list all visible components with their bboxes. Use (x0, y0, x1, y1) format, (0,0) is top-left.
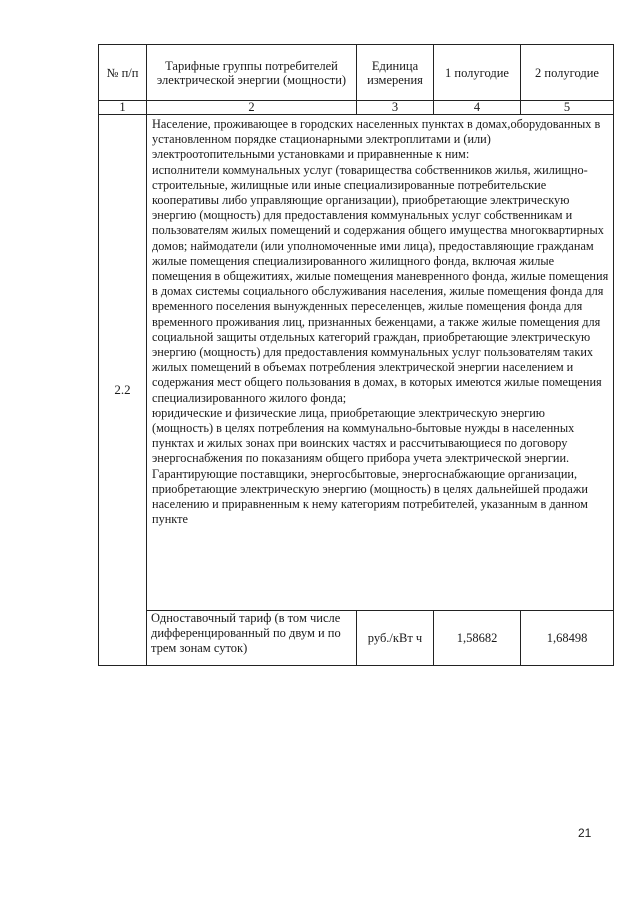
column-number-row (99, 101, 614, 115)
consumer-description (147, 115, 614, 611)
tariff-h1-value: 1,58682 (434, 611, 521, 666)
column-number: 1 (99, 101, 147, 115)
header-col-num: № п/п (99, 45, 147, 101)
description-paragraph: Гарантирующие поставщики, энергосбытовые, энергоснабжающие организации, приобретающие электрическую энергию (мощность) в целях дальнейшей продажи населению и приравненным к нему категориям потребителей, указанным в данном пункте (152, 466, 588, 527)
column-number: 3 (357, 101, 434, 115)
description-paragraph: Население, проживающее в городских населенных пунктах в домах,оборудованных в установленном порядке стационарными электроплитами и (или) электроотопительными установками и приравненные к ним: (152, 117, 601, 162)
tariff-name: Одноставочный тариф (в том числе дифференцированный по двум и по трем зонам суток) (147, 611, 357, 666)
column-number: 4 (434, 101, 521, 115)
header-col-h2: 2 полугодие (521, 45, 614, 101)
header-col-groups: Тарифные группы потребителей электрической энергии (мощности) (147, 45, 357, 101)
tariff-h2-value: 1,68498 (521, 611, 614, 666)
column-number: 5 (521, 101, 614, 115)
column-number: 2 (147, 101, 357, 115)
header-col-unit: Единица измерения (357, 45, 434, 101)
header-row (99, 45, 614, 101)
tariff-row (99, 611, 614, 666)
header-col-h1: 1 полугодие (434, 45, 521, 101)
tariff-table (98, 44, 614, 666)
page-number: 21 (578, 826, 592, 840)
description-paragraph: исполнители коммунальных услуг (товарищества собственников жилья, жилищно-строительные, жилищные или иные специализированные потребительские кооперативы либо управляющие организации), приобретающие электрическую энергию (мощность) для предоставления коммунальных услуг собственникам и пользователям жилых помещений и содержания общего имущества многоквартирных домов; наймодатели (или уполномоченные ими лица), предоставляющие гражданам жилые помещения специализированного жилищного фонда, включая жилые помещения в общежитиях, жилые помещения маневренного фонда, жилые помещения в домах системы социального обслуживания населения, жилые помещения фонда для временного поселения вынужденных переселенцев, жилые помещения фонда для временного проживания лиц, признанных беженцами, а также жилые помещения для социальной защиты отдельных категорий граждан, приобретающие электрическую энергию (мощность) для предоставления коммунальных услуг пользователям таких жилых помещений в объемах потребления электрической энергии населением и содержания мест общего пользования в домах, в которых имеются жилые помещения специализированного жилого фонда; (152, 162, 609, 405)
description-paragraph: юридические и физические лица, приобретающие электрическую энергию (мощность) в целях потребления на коммунально-бытовые нужды в населенных пунктах и жилых зонах при воинских частях и рассчитывающиеся по договору энергоснабжения по показаниям общего прибора учета электрической энергии. (152, 405, 575, 466)
table-row (99, 115, 614, 611)
row-number: 2.2 (99, 115, 147, 666)
tariff-unit: руб./кВт ч (357, 611, 434, 666)
